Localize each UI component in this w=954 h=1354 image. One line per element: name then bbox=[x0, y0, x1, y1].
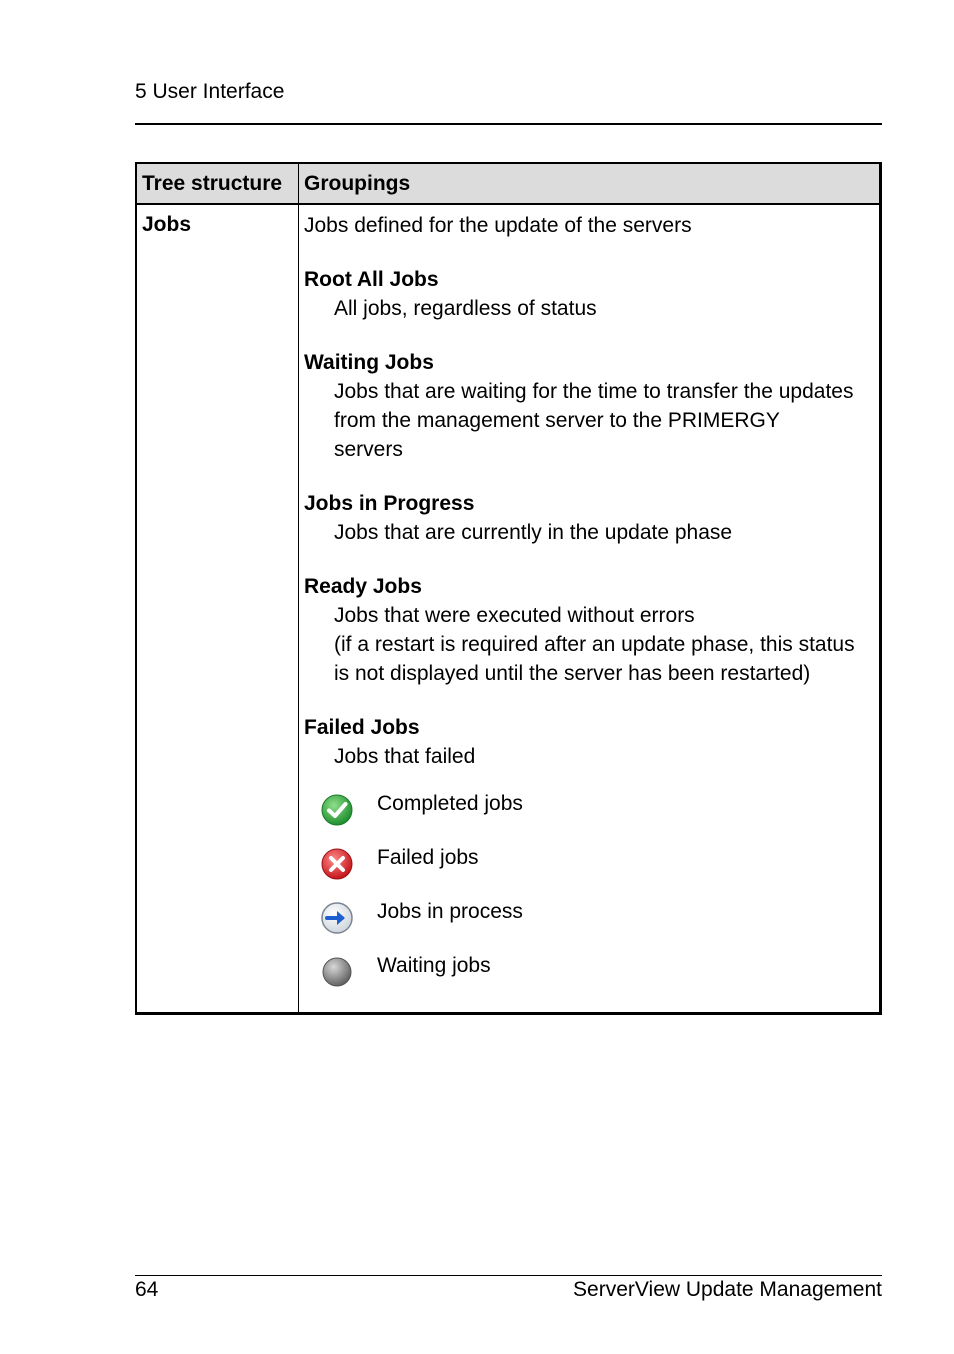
group-title-waiting-jobs: Waiting Jobs bbox=[304, 351, 434, 374]
group-title-root-all-jobs: Root All Jobs bbox=[304, 268, 439, 291]
header-groupings: Groupings bbox=[304, 172, 411, 195]
legend-item-failed bbox=[304, 843, 879, 897]
group-desc-waiting-jobs: Jobs that are waiting for the time to transfer the updates from the management server to the PRIMERGY servers bbox=[334, 380, 854, 461]
groupings-cell bbox=[304, 211, 879, 1005]
legend-label-completed: Completed jobs bbox=[377, 792, 523, 815]
page-number: 64 bbox=[135, 1278, 159, 1301]
legend-label-in-process: Jobs in process bbox=[377, 900, 523, 923]
group-title-failed-jobs: Failed Jobs bbox=[304, 716, 420, 739]
header-tree-structure: Tree structure bbox=[142, 172, 283, 195]
arrow-circle-icon bbox=[320, 901, 354, 935]
legend-label-waiting: Waiting jobs bbox=[377, 954, 491, 977]
legend-item-completed bbox=[304, 789, 879, 843]
legend-item-in-process bbox=[304, 897, 879, 951]
groupings-table bbox=[135, 162, 882, 1015]
legend-label-failed: Failed jobs bbox=[377, 846, 479, 869]
product-name: ServerView Update Management bbox=[573, 1278, 882, 1301]
groupings-intro: Jobs defined for the update of the servers bbox=[304, 214, 692, 237]
group-desc-root-all-jobs: All jobs, regardless of status bbox=[334, 297, 597, 320]
grey-dot-icon bbox=[320, 955, 354, 989]
group-desc-jobs-in-progress: Jobs that are currently in the update phase bbox=[334, 521, 733, 544]
error-circle-icon bbox=[320, 847, 354, 881]
group-desc-ready-jobs: Jobs that were executed without errors (if a restart is required after an update phase, this status is not displayed until the server has been restarted) bbox=[334, 604, 855, 685]
group-title-jobs-in-progress: Jobs in Progress bbox=[304, 492, 475, 515]
column-divider bbox=[298, 164, 299, 1012]
table-header-row bbox=[137, 164, 879, 205]
group-desc-failed-jobs: Jobs that failed bbox=[334, 745, 476, 768]
legend-item-waiting bbox=[304, 951, 879, 1005]
header-rule bbox=[135, 123, 882, 125]
running-header: 5 User Interface bbox=[135, 80, 285, 103]
group-title-ready-jobs: Ready Jobs bbox=[304, 575, 422, 598]
check-circle-icon bbox=[320, 793, 354, 827]
tree-structure-cell: Jobs bbox=[142, 213, 192, 236]
